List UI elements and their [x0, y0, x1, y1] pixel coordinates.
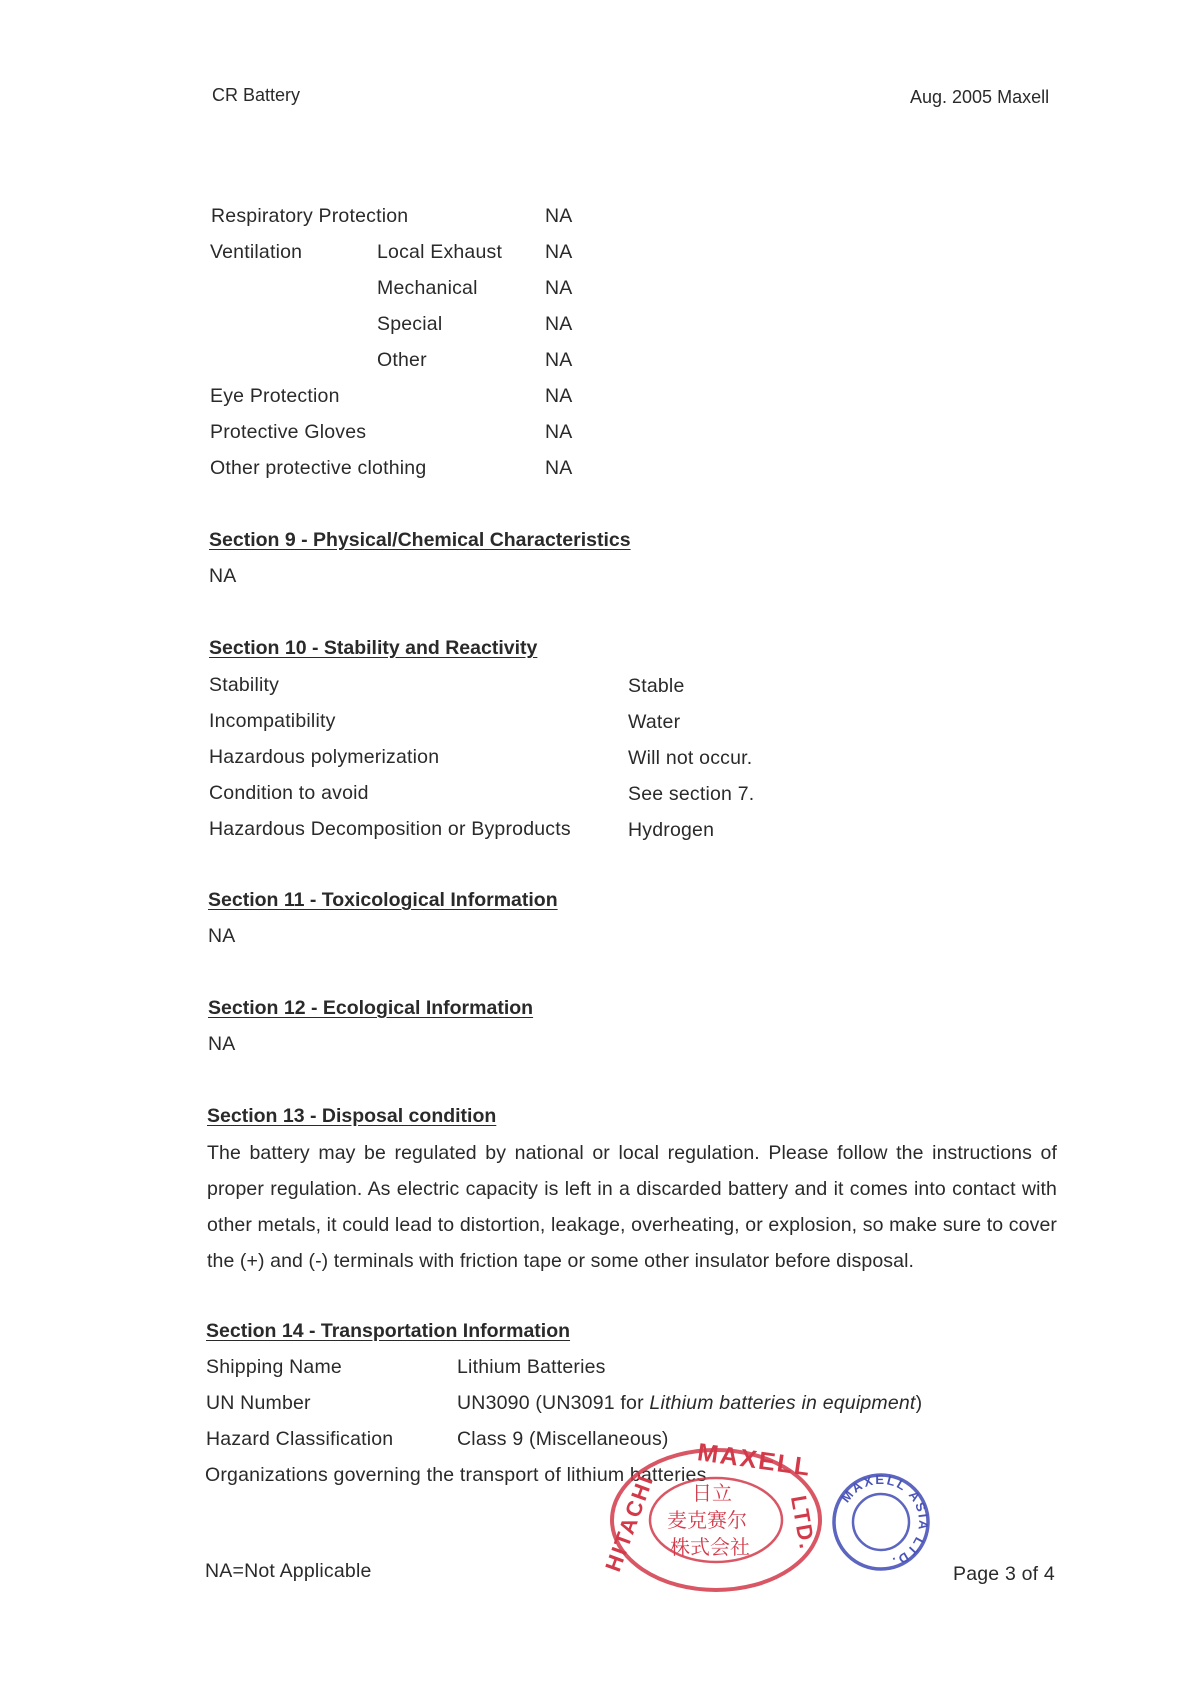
- seal-blue-ring: [829, 1470, 933, 1574]
- section-10-title: Section 10 - Stability and Reactivity: [209, 637, 538, 659]
- maxell-asia-seal: [829, 1470, 933, 1574]
- section-11-body: NA: [208, 925, 236, 947]
- seal-arc-right: LTD.: [786, 1493, 821, 1553]
- section-11-title: Section 11 - Toxicological Information: [208, 889, 558, 911]
- row-label: Eye Protection: [210, 385, 340, 407]
- section-13-body: The battery may be regulated by national or local regulation. Please follow the instructions of proper regulation. As electric capacity is left in a discarded battery and it comes into contact with other metals, it could lead to distortion, leakage, overheating, or explosion, so make sure to cover the (+) and (-) terminals with friction tape or some other insulator before disposal.: [207, 1142, 1057, 1272]
- seal-center-line-3: 株式会社: [670, 1535, 750, 1559]
- row-label: Hazardous polymerization: [209, 746, 440, 768]
- organizations-line: Organizations governing the transport of lithium batteries: [205, 1464, 707, 1486]
- row-value: Lithium Batteries: [457, 1356, 606, 1378]
- row-label: Other protective clothing: [210, 457, 427, 479]
- seal-center-line-2: 麦克赛尔: [667, 1508, 747, 1532]
- section-13-title: Section 13 - Disposal condition: [207, 1105, 497, 1127]
- row-label: UN Number: [206, 1392, 311, 1414]
- row-value: Stable: [628, 675, 685, 697]
- footer-note: NA=Not Applicable: [205, 1560, 372, 1582]
- row-value: NA: [545, 241, 573, 263]
- un-number-italic: Lithium batteries in equipment: [649, 1392, 916, 1414]
- section-12-title: Section 12 - Ecological Information: [208, 997, 534, 1019]
- row-value: NA: [545, 277, 573, 299]
- seal-arc-top: MAXELL: [695, 1438, 814, 1482]
- row-sublabel: Mechanical: [377, 277, 478, 299]
- un-number-end: ): [915, 1392, 923, 1414]
- hitachi-maxell-seal: [600, 1438, 827, 1597]
- section-9-body: NA: [209, 565, 237, 587]
- row-value: NA: [545, 349, 573, 371]
- row-label: Stability: [209, 674, 280, 696]
- row-value: See section 7.: [628, 783, 755, 805]
- row-label: Respiratory Protection: [211, 205, 409, 227]
- row-value: NA: [545, 457, 573, 479]
- seal-center-line-1: 日立: [692, 1481, 732, 1505]
- row-label: Ventilation: [210, 241, 303, 263]
- row-sublabel: Special: [377, 313, 443, 335]
- row-sublabel: Local Exhaust: [377, 241, 503, 263]
- page-number: Page 3 of 4: [953, 1563, 1055, 1585]
- section-14-title: Section 14 - Transportation Information: [206, 1320, 571, 1342]
- seal-arc-left: HITACHI: [600, 1470, 659, 1575]
- row-label: Protective Gloves: [210, 421, 367, 443]
- row-value: NA: [545, 205, 573, 227]
- row-value: Class 9 (Miscellaneous): [457, 1428, 669, 1450]
- row-value: NA: [545, 421, 573, 443]
- un-number-main: UN3090 (UN3091 for: [457, 1392, 650, 1414]
- row-label: Condition to avoid: [209, 782, 369, 804]
- row-value: NA: [545, 385, 573, 407]
- section-12-body: NA: [208, 1033, 236, 1055]
- row-value: Will not occur.: [628, 747, 753, 769]
- row-label: Shipping Name: [206, 1356, 342, 1378]
- row-label: Incompatibility: [209, 710, 336, 732]
- header-right: Aug. 2005 Maxell: [910, 87, 1050, 107]
- seal-ring-text: MAXELL ASIA LTD.: [837, 1471, 932, 1571]
- row-sublabel: Other: [377, 349, 427, 371]
- section-9-title: Section 9 - Physical/Chemical Characteristics: [209, 529, 631, 551]
- row-label: Hazardous Decomposition or Byproducts: [209, 818, 571, 840]
- row-value: [457, 1392, 922, 1415]
- row-value: NA: [545, 313, 573, 335]
- header-left: CR Battery: [212, 85, 301, 105]
- row-label: Hazard Classification: [206, 1428, 394, 1450]
- row-value: Hydrogen: [628, 819, 715, 841]
- row-value: Water: [628, 711, 681, 733]
